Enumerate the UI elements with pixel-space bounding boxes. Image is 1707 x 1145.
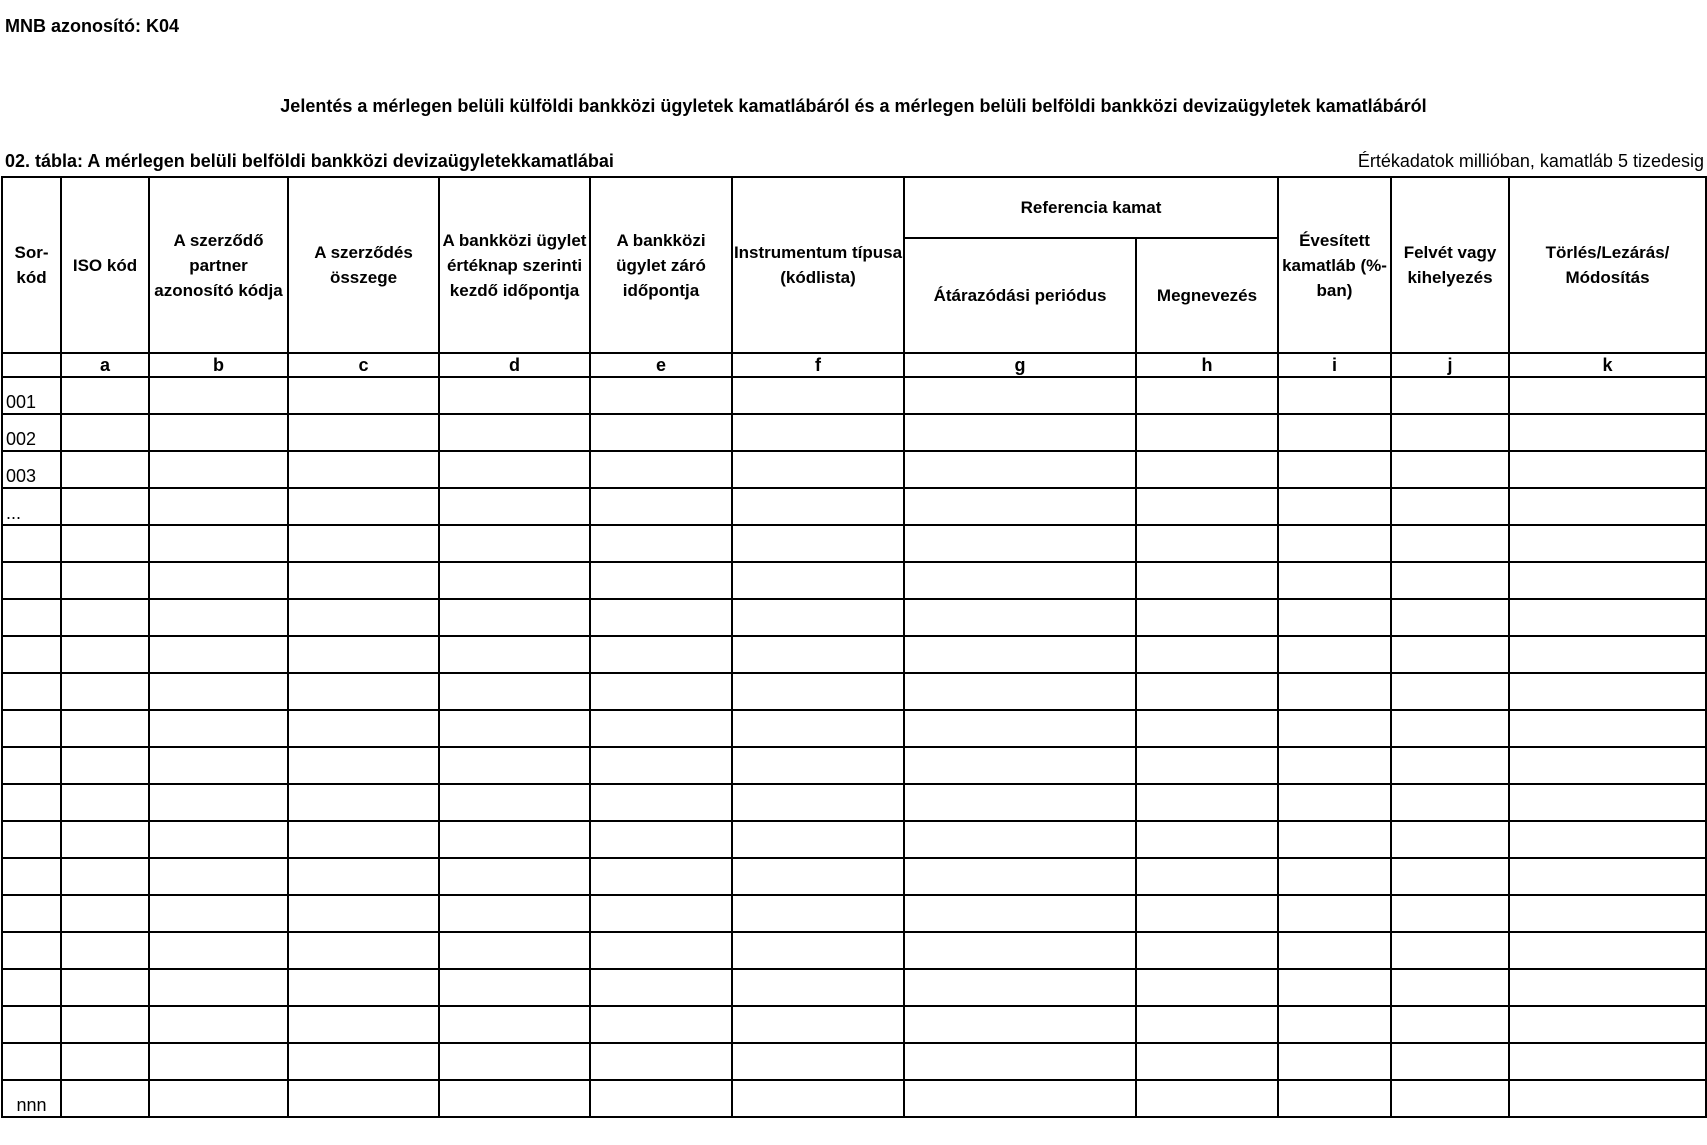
data-cell-f[interactable]	[732, 858, 904, 895]
data-cell-j[interactable]	[1391, 1080, 1509, 1117]
report-table	[1, 176, 1707, 1118]
data-cell-a[interactable]	[61, 747, 149, 784]
data-cell-g[interactable]	[904, 932, 1136, 969]
row-code	[2, 784, 61, 821]
data-cell-d[interactable]	[439, 525, 590, 562]
data-cell-d[interactable]	[439, 673, 590, 710]
data-cell-c[interactable]	[288, 821, 439, 858]
data-cell-c[interactable]	[288, 1043, 439, 1080]
header-end-date: A bankközi ügylet záró időpontja	[590, 177, 732, 353]
data-cell-b[interactable]	[149, 1080, 288, 1117]
data-cell-a[interactable]	[61, 673, 149, 710]
row-code	[2, 1043, 61, 1080]
column-letter: i	[1278, 353, 1391, 377]
data-cell-d[interactable]	[439, 562, 590, 599]
data-cell-j[interactable]	[1391, 858, 1509, 895]
data-cell-k[interactable]	[1509, 599, 1706, 636]
data-cell-e[interactable]	[590, 1080, 732, 1117]
data-cell-d[interactable]	[439, 821, 590, 858]
data-cell-k[interactable]	[1509, 1006, 1706, 1043]
data-cell-b[interactable]	[149, 1043, 288, 1080]
data-cell-c[interactable]	[288, 710, 439, 747]
column-letter-row	[2, 353, 1706, 377]
data-cell-b[interactable]	[149, 488, 288, 525]
data-cell-k[interactable]	[1509, 451, 1706, 488]
data-cell-f[interactable]	[732, 784, 904, 821]
table-row	[2, 488, 1706, 525]
row-code: nnn	[2, 1080, 61, 1117]
table-row	[2, 562, 1706, 599]
data-cell-c[interactable]	[288, 895, 439, 932]
data-cell-g[interactable]	[904, 488, 1136, 525]
data-cell-e[interactable]	[590, 969, 732, 1006]
data-cell-f[interactable]	[732, 414, 904, 451]
table-title: 02. tábla: A mérlegen belüli belföldi bankközi devizaügyletekkamatlábai	[5, 151, 614, 171]
data-cell-k[interactable]	[1509, 821, 1706, 858]
data-cell-c[interactable]	[288, 858, 439, 895]
data-cell-a[interactable]	[61, 377, 149, 414]
data-cell-c[interactable]	[288, 525, 439, 562]
data-cell-d[interactable]	[439, 747, 590, 784]
data-cell-e[interactable]	[590, 784, 732, 821]
data-cell-k[interactable]	[1509, 747, 1706, 784]
data-cell-g[interactable]	[904, 969, 1136, 1006]
row-code	[2, 858, 61, 895]
data-cell-i[interactable]	[1278, 673, 1391, 710]
data-cell-h[interactable]	[1136, 673, 1278, 710]
column-letter: f	[732, 353, 904, 377]
table-row	[2, 1043, 1706, 1080]
data-cell-a[interactable]	[61, 451, 149, 488]
data-cell-g[interactable]	[904, 451, 1136, 488]
data-cell-a[interactable]	[61, 599, 149, 636]
data-cell-g[interactable]	[904, 821, 1136, 858]
data-cell-k[interactable]	[1509, 858, 1706, 895]
data-cell-d[interactable]	[439, 1006, 590, 1043]
data-cell-k[interactable]	[1509, 969, 1706, 1006]
data-cell-a[interactable]	[61, 562, 149, 599]
data-cell-j[interactable]	[1391, 747, 1509, 784]
data-cell-g[interactable]	[904, 1080, 1136, 1117]
data-cell-h[interactable]	[1136, 858, 1278, 895]
row-code	[2, 525, 61, 562]
data-cell-i[interactable]	[1278, 414, 1391, 451]
data-cell-i[interactable]	[1278, 636, 1391, 673]
data-cell-c[interactable]	[288, 932, 439, 969]
data-cell-i[interactable]	[1278, 1080, 1391, 1117]
data-cell-a[interactable]	[61, 821, 149, 858]
row-code	[2, 932, 61, 969]
data-cell-c[interactable]	[288, 599, 439, 636]
data-cell-j[interactable]	[1391, 414, 1509, 451]
data-cell-j[interactable]	[1391, 1006, 1509, 1043]
data-cell-f[interactable]	[732, 932, 904, 969]
data-cell-c[interactable]	[288, 1080, 439, 1117]
data-cell-c[interactable]	[288, 1006, 439, 1043]
data-cell-e[interactable]	[590, 747, 732, 784]
data-cell-j[interactable]	[1391, 710, 1509, 747]
data-cell-k[interactable]	[1509, 673, 1706, 710]
header-delete-modify: Törlés/Lezárás/ Módosítás	[1509, 177, 1706, 353]
data-cell-i[interactable]	[1278, 895, 1391, 932]
row-code	[2, 673, 61, 710]
data-cell-b[interactable]	[149, 932, 288, 969]
data-cell-f[interactable]	[732, 488, 904, 525]
data-cell-d[interactable]	[439, 858, 590, 895]
row-code	[2, 1006, 61, 1043]
letter-cell-empty	[2, 353, 61, 377]
data-cell-h[interactable]	[1136, 451, 1278, 488]
data-cell-b[interactable]	[149, 636, 288, 673]
data-cell-j[interactable]	[1391, 377, 1509, 414]
header-instrument-type: Instrumentum típusa (kódlista)	[732, 177, 904, 353]
data-cell-b[interactable]	[149, 821, 288, 858]
data-cell-k[interactable]	[1509, 377, 1706, 414]
column-letter: k	[1509, 353, 1706, 377]
data-cell-d[interactable]	[439, 451, 590, 488]
data-cell-f[interactable]	[732, 562, 904, 599]
table-row	[2, 525, 1706, 562]
data-cell-c[interactable]	[288, 969, 439, 1006]
data-cell-g[interactable]	[904, 858, 1136, 895]
data-cell-a[interactable]	[61, 784, 149, 821]
data-cell-h[interactable]	[1136, 525, 1278, 562]
data-cell-c[interactable]	[288, 673, 439, 710]
header-reference-rate: Referencia kamat	[904, 177, 1278, 238]
data-cell-h[interactable]	[1136, 969, 1278, 1006]
data-cell-f[interactable]	[732, 895, 904, 932]
data-cell-d[interactable]	[439, 710, 590, 747]
data-cell-f[interactable]	[732, 747, 904, 784]
data-cell-h[interactable]	[1136, 932, 1278, 969]
column-letter: d	[439, 353, 590, 377]
table-row	[2, 710, 1706, 747]
data-cell-i[interactable]	[1278, 1006, 1391, 1043]
data-cell-i[interactable]	[1278, 525, 1391, 562]
data-cell-g[interactable]	[904, 377, 1136, 414]
row-code: 003	[2, 451, 61, 488]
data-cell-e[interactable]	[590, 895, 732, 932]
data-cell-e[interactable]	[590, 1006, 732, 1043]
data-cell-i[interactable]	[1278, 488, 1391, 525]
data-cell-c[interactable]	[288, 414, 439, 451]
data-cell-k[interactable]	[1509, 562, 1706, 599]
data-cell-e[interactable]	[590, 636, 732, 673]
data-cell-d[interactable]	[439, 1080, 590, 1117]
data-cell-k[interactable]	[1509, 414, 1706, 451]
data-cell-g[interactable]	[904, 1006, 1136, 1043]
data-cell-e[interactable]	[590, 821, 732, 858]
header-annual-rate: Évesített kamatláb (%-ban)	[1278, 177, 1391, 353]
data-cell-i[interactable]	[1278, 969, 1391, 1006]
header-contract-amount: A szerződés összege	[288, 177, 439, 353]
data-cell-e[interactable]	[590, 562, 732, 599]
data-cell-f[interactable]	[732, 525, 904, 562]
data-cell-i[interactable]	[1278, 858, 1391, 895]
table-row	[2, 895, 1706, 932]
data-cell-j[interactable]	[1391, 451, 1509, 488]
data-cell-a[interactable]	[61, 414, 149, 451]
data-cell-e[interactable]	[590, 673, 732, 710]
data-cell-g[interactable]	[904, 599, 1136, 636]
data-cell-h[interactable]	[1136, 821, 1278, 858]
table-row	[2, 932, 1706, 969]
data-cell-b[interactable]	[149, 784, 288, 821]
data-cell-k[interactable]	[1509, 710, 1706, 747]
data-cell-h[interactable]	[1136, 1006, 1278, 1043]
data-cell-a[interactable]	[61, 525, 149, 562]
table-row	[2, 636, 1706, 673]
row-code: 001	[2, 377, 61, 414]
data-cell-h[interactable]	[1136, 636, 1278, 673]
data-cell-f[interactable]	[732, 1043, 904, 1080]
data-cell-b[interactable]	[149, 562, 288, 599]
data-cell-j[interactable]	[1391, 1043, 1509, 1080]
data-cell-i[interactable]	[1278, 451, 1391, 488]
column-letter: e	[590, 353, 732, 377]
header-start-date: A bankközi ügylet értéknap szerinti kezdő időpontja	[439, 177, 590, 353]
data-cell-i[interactable]	[1278, 562, 1391, 599]
data-cell-i[interactable]	[1278, 932, 1391, 969]
data-cell-k[interactable]	[1509, 636, 1706, 673]
data-cell-e[interactable]	[590, 599, 732, 636]
data-cell-k[interactable]	[1509, 525, 1706, 562]
header-sorkod: Sor-kód	[2, 177, 61, 353]
header-repricing-period: Átárazódási periódus	[904, 238, 1136, 353]
data-cell-a[interactable]	[61, 858, 149, 895]
row-code	[2, 969, 61, 1006]
data-cell-e[interactable]	[590, 710, 732, 747]
data-cell-h[interactable]	[1136, 784, 1278, 821]
data-cell-j[interactable]	[1391, 562, 1509, 599]
table-row	[2, 858, 1706, 895]
data-cell-d[interactable]	[439, 414, 590, 451]
column-letter: b	[149, 353, 288, 377]
data-cell-g[interactable]	[904, 895, 1136, 932]
row-code	[2, 895, 61, 932]
column-letter: j	[1391, 353, 1509, 377]
data-cell-j[interactable]	[1391, 969, 1509, 1006]
data-cell-e[interactable]	[590, 451, 732, 488]
data-cell-f[interactable]	[732, 377, 904, 414]
data-cell-i[interactable]	[1278, 710, 1391, 747]
data-cell-a[interactable]	[61, 932, 149, 969]
data-cell-f[interactable]	[732, 821, 904, 858]
header-name: Megnevezés	[1136, 238, 1278, 353]
data-cell-d[interactable]	[439, 895, 590, 932]
data-cell-f[interactable]	[732, 636, 904, 673]
data-cell-b[interactable]	[149, 895, 288, 932]
data-cell-f[interactable]	[732, 1006, 904, 1043]
table-row	[2, 673, 1706, 710]
data-cell-f[interactable]	[732, 673, 904, 710]
data-cell-j[interactable]	[1391, 673, 1509, 710]
data-cell-d[interactable]	[439, 969, 590, 1006]
header-iso-code: ISO kód	[61, 177, 149, 353]
data-cell-h[interactable]	[1136, 599, 1278, 636]
data-cell-j[interactable]	[1391, 599, 1509, 636]
column-letter: a	[61, 353, 149, 377]
header-partner-code: A szerződő partner azonosító kódja	[149, 177, 288, 353]
data-cell-a[interactable]	[61, 636, 149, 673]
data-cell-b[interactable]	[149, 673, 288, 710]
row-code	[2, 562, 61, 599]
data-cell-a[interactable]	[61, 969, 149, 1006]
data-cell-h[interactable]	[1136, 488, 1278, 525]
table-row	[2, 451, 1706, 488]
data-cell-g[interactable]	[904, 414, 1136, 451]
table-row	[2, 599, 1706, 636]
column-letter: c	[288, 353, 439, 377]
data-cell-e[interactable]	[590, 1043, 732, 1080]
data-cell-f[interactable]	[732, 599, 904, 636]
data-cell-h[interactable]	[1136, 562, 1278, 599]
data-cell-f[interactable]	[732, 710, 904, 747]
data-cell-c[interactable]	[288, 488, 439, 525]
table-row	[2, 969, 1706, 1006]
row-code	[2, 599, 61, 636]
data-cell-b[interactable]	[149, 525, 288, 562]
data-cell-a[interactable]	[61, 1043, 149, 1080]
data-cell-j[interactable]	[1391, 821, 1509, 858]
report-title: Jelentés a mérlegen belüli külföldi bankközi ügyletek kamatlábáról és a mérlegen belüli belföldi bankközi devizaügyletek kamatlábáról	[280, 96, 1427, 116]
data-cell-h[interactable]	[1136, 414, 1278, 451]
data-cell-j[interactable]	[1391, 488, 1509, 525]
table-row	[2, 821, 1706, 858]
data-cell-b[interactable]	[149, 451, 288, 488]
column-letter: g	[904, 353, 1136, 377]
data-cell-c[interactable]	[288, 562, 439, 599]
data-cell-k[interactable]	[1509, 488, 1706, 525]
mnb-identifier: MNB azonosító: K04	[5, 16, 180, 36]
data-cell-j[interactable]	[1391, 895, 1509, 932]
data-cell-h[interactable]	[1136, 747, 1278, 784]
row-code: ...	[2, 488, 61, 525]
unit-note: Értékadatok millióban, kamatláb 5 tizedesig	[1357, 151, 1704, 171]
data-cell-k[interactable]	[1509, 932, 1706, 969]
data-cell-b[interactable]	[149, 969, 288, 1006]
data-cell-c[interactable]	[288, 747, 439, 784]
data-cell-f[interactable]	[732, 451, 904, 488]
table-row	[2, 1006, 1706, 1043]
header-borrow-lend: Felvét vagy kihelyezés	[1391, 177, 1509, 353]
data-cell-d[interactable]	[439, 932, 590, 969]
data-cell-a[interactable]	[61, 710, 149, 747]
row-code	[2, 710, 61, 747]
data-cell-b[interactable]	[149, 710, 288, 747]
data-cell-d[interactable]	[439, 488, 590, 525]
data-cell-d[interactable]	[439, 377, 590, 414]
data-cell-a[interactable]	[61, 1006, 149, 1043]
data-cell-c[interactable]	[288, 377, 439, 414]
data-cell-g[interactable]	[904, 673, 1136, 710]
data-cell-a[interactable]	[61, 488, 149, 525]
data-cell-i[interactable]	[1278, 821, 1391, 858]
data-cell-i[interactable]	[1278, 1043, 1391, 1080]
table-row	[2, 747, 1706, 784]
data-cell-f[interactable]	[732, 1080, 904, 1117]
data-cell-j[interactable]	[1391, 784, 1509, 821]
column-letter: h	[1136, 353, 1278, 377]
table-row	[2, 1080, 1706, 1117]
data-cell-g[interactable]	[904, 1043, 1136, 1080]
data-cell-e[interactable]	[590, 377, 732, 414]
data-cell-d[interactable]	[439, 1043, 590, 1080]
data-cell-c[interactable]	[288, 784, 439, 821]
data-cell-c[interactable]	[288, 636, 439, 673]
data-cell-g[interactable]	[904, 784, 1136, 821]
data-cell-f[interactable]	[732, 969, 904, 1006]
data-cell-h[interactable]	[1136, 895, 1278, 932]
data-cell-g[interactable]	[904, 747, 1136, 784]
data-cell-i[interactable]	[1278, 599, 1391, 636]
row-code	[2, 747, 61, 784]
table-row	[2, 784, 1706, 821]
table-row	[2, 377, 1706, 414]
data-cell-d[interactable]	[439, 636, 590, 673]
data-cell-b[interactable]	[149, 747, 288, 784]
data-cell-e[interactable]	[590, 932, 732, 969]
data-cell-j[interactable]	[1391, 932, 1509, 969]
data-cell-b[interactable]	[149, 599, 288, 636]
data-cell-e[interactable]	[590, 488, 732, 525]
data-cell-i[interactable]	[1278, 784, 1391, 821]
data-cell-b[interactable]	[149, 858, 288, 895]
data-cell-k[interactable]	[1509, 1080, 1706, 1117]
data-cell-b[interactable]	[149, 1006, 288, 1043]
data-cell-h[interactable]	[1136, 377, 1278, 414]
data-cell-a[interactable]	[61, 1080, 149, 1117]
data-cell-j[interactable]	[1391, 525, 1509, 562]
data-cell-g[interactable]	[904, 562, 1136, 599]
table-row	[2, 414, 1706, 451]
data-cell-g[interactable]	[904, 636, 1136, 673]
data-cell-g[interactable]	[904, 710, 1136, 747]
data-cell-e[interactable]	[590, 525, 732, 562]
data-cell-j[interactable]	[1391, 636, 1509, 673]
data-cell-d[interactable]	[439, 784, 590, 821]
data-cell-g[interactable]	[904, 525, 1136, 562]
data-cell-h[interactable]	[1136, 1080, 1278, 1117]
data-cell-h[interactable]	[1136, 710, 1278, 747]
data-cell-e[interactable]	[590, 414, 732, 451]
row-code	[2, 636, 61, 673]
row-code	[2, 821, 61, 858]
data-cell-k[interactable]	[1509, 895, 1706, 932]
row-code: 002	[2, 414, 61, 451]
data-cell-e[interactable]	[590, 858, 732, 895]
data-cell-k[interactable]	[1509, 784, 1706, 821]
data-cell-c[interactable]	[288, 451, 439, 488]
data-cell-k[interactable]	[1509, 1043, 1706, 1080]
data-cell-b[interactable]	[149, 377, 288, 414]
data-cell-i[interactable]	[1278, 377, 1391, 414]
data-cell-b[interactable]	[149, 414, 288, 451]
data-cell-h[interactable]	[1136, 1043, 1278, 1080]
data-cell-a[interactable]	[61, 895, 149, 932]
data-cell-i[interactable]	[1278, 747, 1391, 784]
data-cell-d[interactable]	[439, 599, 590, 636]
